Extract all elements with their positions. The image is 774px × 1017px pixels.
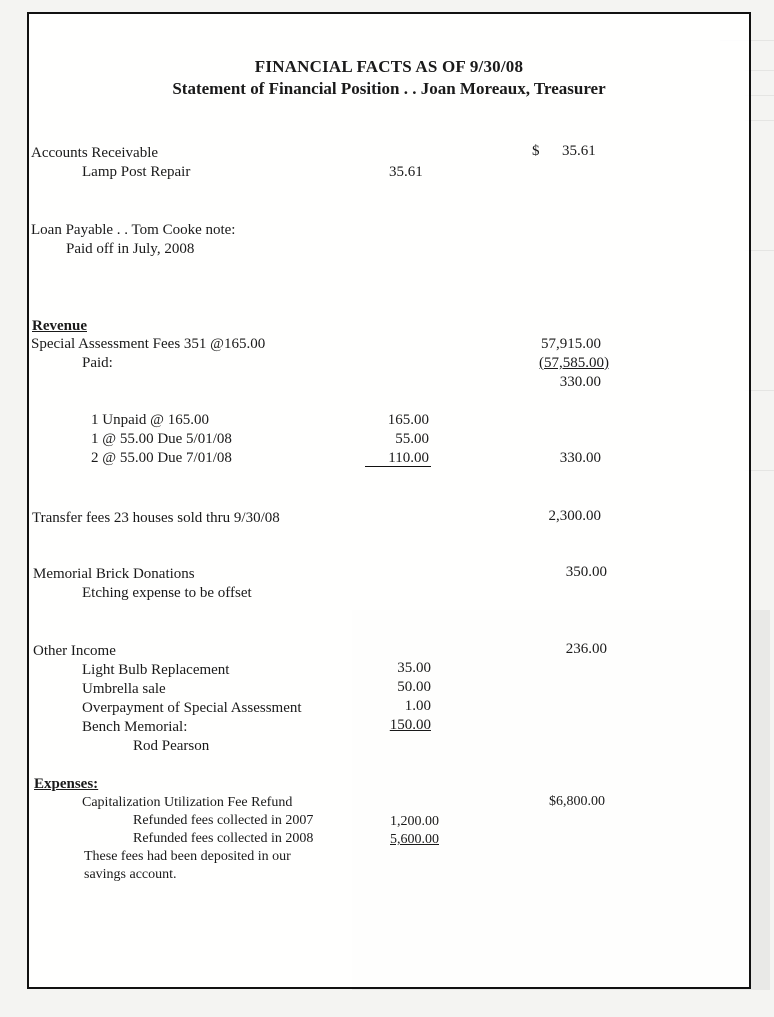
memorial-brick-value: 350.00 (565, 564, 607, 580)
lamp-post-repair-label: Lamp Post Repair (82, 164, 191, 180)
income-item-value: 150.00 (389, 717, 431, 733)
expenses-heading: Expenses: (34, 776, 99, 792)
income-item-label: Umbrella sale (82, 681, 166, 697)
document-title: FINANCIAL FACTS AS OF 9/30/08 (254, 57, 524, 76)
loan-payable-note: Paid off in July, 2008 (66, 241, 195, 257)
refund-row-value: 5,600.00 (390, 832, 439, 847)
memorial-brick-label: Memorial Brick Donations (33, 566, 195, 582)
unpaid-row-value: 110.00 (388, 450, 429, 466)
income-item-value: 50.00 (397, 679, 431, 695)
unpaid-row-label: 2 @ 55.00 Due 7/01/08 (91, 450, 232, 466)
other-income-label: Other Income (33, 643, 116, 659)
unpaid-row-value: 55.00 (395, 431, 429, 447)
special-assessment-label: Special Assessment Fees 351 @165.00 (31, 336, 266, 352)
accounts-receivable-total: 35.61 (562, 143, 596, 159)
unpaid-row-value: 165.00 (387, 412, 429, 428)
paid-label: Paid: (82, 355, 113, 371)
document-subtitle: Statement of Financial Position . . Joan Moreaux, Treasurer (172, 79, 606, 98)
lamp-post-repair-value: 35.61 (389, 164, 423, 180)
refund-row-value: 1,200.00 (390, 814, 439, 829)
unpaid-total: 330.00 (559, 450, 601, 466)
accounts-receivable-label: Accounts Receivable (31, 145, 159, 161)
revenue-heading: Revenue (32, 318, 87, 334)
refund-row-label: Refunded fees collected in 2007 (133, 813, 314, 828)
transfer-fees-value: 2,300.00 (548, 508, 601, 524)
income-item-label: Light Bulb Replacement (82, 662, 230, 678)
revenue-balance: 330.00 (559, 374, 601, 390)
financial-statement-page (27, 12, 751, 989)
paid-value: (57,585.00) (539, 355, 609, 371)
income-item-value: 35.00 (397, 660, 431, 676)
fees-deposit-note: These fees had been deposited in our (84, 849, 291, 864)
bench-memorial-name: Rod Pearson (133, 738, 210, 754)
special-assessment-total: 57,915.00 (541, 336, 601, 352)
etching-expense-note: Etching expense to be offset (82, 585, 252, 601)
unpaid-row-label: 1 @ 55.00 Due 5/01/08 (91, 431, 232, 447)
other-income-total: 236.00 (565, 641, 607, 657)
loan-payable-label: Loan Payable . . Tom Cooke note: (31, 222, 236, 238)
fees-deposit-note-continued: savings account. (84, 867, 177, 882)
income-item-label: Bench Memorial: (82, 719, 188, 735)
income-item-value: 1.00 (404, 698, 431, 714)
unpaid-row-label: 1 Unpaid @ 165.00 (91, 412, 209, 428)
transfer-fees-label: Transfer fees 23 houses sold thru 9/30/08 (32, 510, 280, 526)
cap-fee-refund-label: Capitalization Utilization Fee Refund (82, 795, 293, 810)
cap-fee-refund-total: $6,800.00 (549, 794, 605, 809)
unpaid-underline (365, 466, 431, 467)
accounts-receivable-currency: $ (532, 143, 540, 159)
refund-row-label: Refunded fees collected in 2008 (133, 831, 314, 846)
income-item-label: Overpayment of Special Assessment (82, 700, 302, 716)
